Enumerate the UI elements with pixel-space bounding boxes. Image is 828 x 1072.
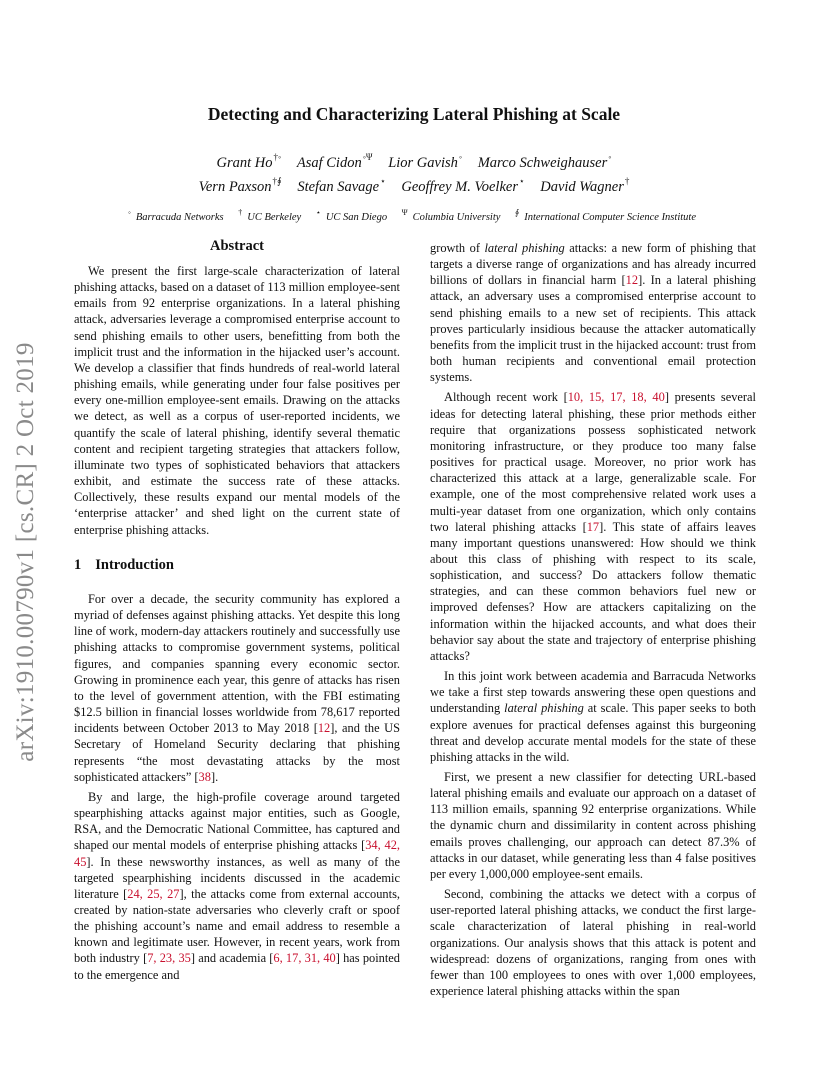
author: Marco Schweighauser◦ [477,152,612,171]
author: Vern Paxson†∮ [198,176,282,195]
section-title: Introduction [95,557,174,573]
author: Asaf Cidon$^{◦\Psi}$ [296,152,373,171]
affiliation: ⋆ UC San Diego [315,208,388,223]
introduction-right-column [430,240,756,1003]
author: Stefan Savage⋆ [297,176,386,195]
affiliation: $^\Psi$ Columbia University [401,208,501,223]
affiliation: † UC Berkeley [238,208,302,223]
affiliation: ◦ Barracuda Networks [128,208,224,223]
citation-link[interactable]: 38 [198,769,211,784]
author: Lior Gavish◦ [388,152,463,171]
paragraph: In this joint work between academia and Barracuda Networks we take a first step towards answering these open questions and understanding lateral phishing at scale. This paper seeks to both explore avenues for practical defenses against this burgeoning threat and develop accurate mental models for the state of these phishing attacks in the wild. [430,669,756,764]
affiliations [0,208,828,223]
arxiv-identifier: arXiv:1910.00790v1 [cs.CR] 2 Oct 2019 [12,342,39,762]
citation-link[interactable]: 34, 42, 45 [74,838,400,869]
introduction-left-column [74,591,400,987]
citation-link[interactable]: 12 [625,273,639,288]
authors-line-1 [0,152,828,172]
citation-link[interactable]: 7, 23, 35 [147,951,191,966]
abstract-heading: Abstract [210,238,264,254]
paragraph: For over a decade, the security community has explored a myriad of defenses against phishing attacks. Yet despite this long line of work, modern-day attackers routinely and successfully use phishing attacks to compromise government systems, political figures, and companies spanning every economic sector. Growing in prominence each year, this genre of attacks has risen to the level of government attention, with the FBI estimating $12.5 billion in financial losses worldwide from 78,617 reported incidents between October 2013 to May 2018 [12], and the US Secretary of Homeland Security declaring that phishing represents “the most devastating attacks by the most sophisticated attackers” [38]. [74,592,400,784]
abstract-body [74,263,400,542]
affiliation: ∮ International Computer Science Institute [515,208,696,223]
author: Grant Ho†◦ [216,152,282,171]
paragraph: First, we present a new classifier for detecting URL-based lateral phishing emails and evaluate our approach on a dataset of 113 million emails, spanning 92 enterprise organizations. While the dynamic churn and dissimilarity in content across phishing emails proves challenging, our approach can detect 87.3% of attacks in our dataset, while generating less than 4 false positives per every 1,000,000 employee-sent emails. [430,770,756,881]
author: David Wagner† [540,176,630,195]
authors-line-2 [0,176,828,196]
citation-link[interactable]: 17 [586,519,600,534]
author: Geoffrey M. Voelker⋆ [401,176,525,195]
abstract-paragraph: We present the first large-scale characterization of lateral phishing attacks, based on a dataset of 113 million employee-sent emails from 92 enterprise organizations. In a lateral phishing attack, adversaries leverage a compromised enterprise account to send phishing emails to other users, benefitting from both the implicit trust and the information in the hijacked user’s account. We develop a classifier that finds hundreds of real-world lateral phishing emails, while generating under four false positives per every one-million employee-sent emails. Drawing on the attacks we detect, as well as a corpus of user-reported incidents, we quantify the scale of lateral phishing, identify several thematic content and recipient targeting strategies that attackers follow, illuminate two types of sophisticated behaviors that attackers exhibit, and estimate the success rate of these attacks. Collectively, these results expand our mental models of the ‘enterprise attacker’ and shed light on the current state of enterprise phishing attacks. [74,264,400,537]
section-heading-introduction [74,557,174,574]
paragraph: By and large, the high-profile coverage around targeted spearphishing attacks against major entities, such as Google, RSA, and the Democratic National Committee, has captured and shaped our mental models of enterprise phishing attacks [34, 42, 45]. In these newsworthy instances, as well as many of the targeted spearphishing incidents discussed in the academic literature [24, 25, 27], the attacks come from external accounts, created by nation-state adversaries who cleverly craft or spoof the phishing account’s name and email address to resemble a known and legitimate user. However, in recent years, work from both industry [7, 23, 35] and academia [6, 17, 31, 40] has pointed to the emergence and [74,789,400,982]
citation-link[interactable]: 10, 15, 17, 18, 40 [567,390,665,405]
paper-title: Detecting and Characterizing Lateral Phishing at Scale [207,104,621,124]
paragraph: growth of lateral phishing attacks: a new form of phishing that targets a diverse range of organizations and has already incurred billions of dollars in financial harm [12]. In a lateral phishing attack, an adversary uses a compromised enterprise account to send phishing emails to a new set of recipients. This attack proves particularly insidious because the attacker automatically benefits from the implicit trust in the hijacked account: trust from both human recipients and conventional email protection systems. [430,241,757,385]
arxiv-sidebar [4,292,48,812]
citation-link[interactable]: 12 [317,721,331,736]
paragraph: Second, combining the attacks we detect with a corpus of user-reported lateral phishing attacks, we conduct the first large-scale characterization of lateral phishing in real-world organizations. Our analysis shows that this attack is potent and widespread: dozens of organizations, ranging from ones with fewer than 100 employees to ones with over 1,000 employees, experience lateral phishing attacks within the span [430,887,756,999]
citation-link[interactable]: 6, 17, 31, 40 [273,951,336,966]
paragraph: Although recent work [10, 15, 17, 18, 40] presents several ideas for detecting lateral phishing, these prior methods either require that organizations possess sophisticated network monitoring infrastructure, or they produce too many false positives for practical usage. Moreover, no prior work has characterized this attack at a large, generalizable scale. For example, one of the most comprehensive related work uses a multi-year dataset from one organization, which only contains two lateral phishing attacks [17]. This state of affairs leaves many important questions unanswered: How should we think about this class of phishing with respect to its scale, sophistication, and success? Do attackers follow thematic strategies, and can these common behaviors fuel new or improved defenses? How are attackers capitalizing on the information within the hijacked accounts, and what does their behavior say about the state and trajectory of enterprise phishing attacks? [430,390,757,663]
citation-link[interactable]: 24, 25, 27 [127,886,180,901]
section-number: 1 [74,557,82,573]
